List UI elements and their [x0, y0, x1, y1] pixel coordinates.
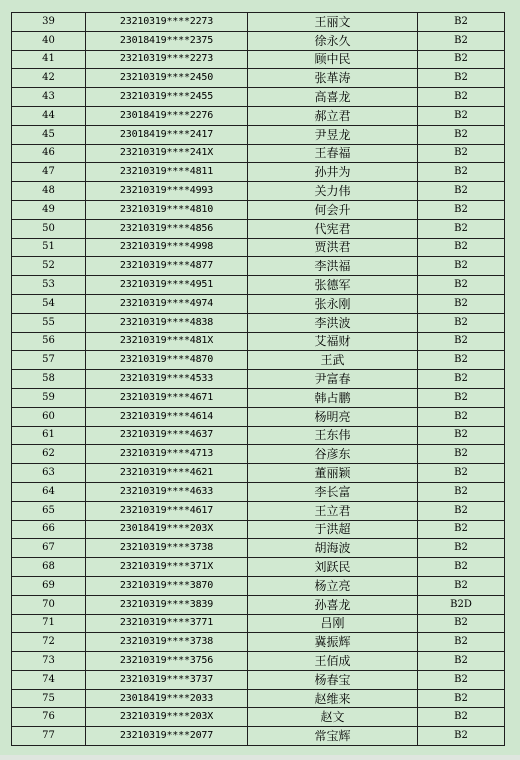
- license-class-cell[interactable]: B2: [418, 276, 505, 295]
- license-class-cell[interactable]: B2: [418, 633, 505, 652]
- name-cell[interactable]: 冀振辉: [248, 633, 418, 652]
- id-number-cell[interactable]: 23210319****4671: [86, 388, 248, 407]
- row-number-cell[interactable]: 47: [12, 163, 86, 182]
- table-row: [12, 50, 505, 69]
- license-class-cell[interactable]: B2: [418, 163, 505, 182]
- name-cell[interactable]: 王立君: [248, 501, 418, 520]
- id-number-cell[interactable]: 23210319****4877: [86, 257, 248, 276]
- row-number-cell[interactable]: 49: [12, 200, 86, 219]
- name-cell[interactable]: 郝立君: [248, 106, 418, 125]
- license-class-cell[interactable]: B2: [418, 727, 505, 746]
- license-class-cell[interactable]: B2: [418, 464, 505, 483]
- id-number-cell[interactable]: 23210319****4637: [86, 426, 248, 445]
- id-number-cell[interactable]: 23210319****3738: [86, 539, 248, 558]
- license-class-cell[interactable]: B2: [418, 31, 505, 50]
- id-number-cell[interactable]: 23210319****4533: [86, 370, 248, 389]
- row-number-cell[interactable]: 39: [12, 13, 86, 32]
- row-number-cell[interactable]: 46: [12, 144, 86, 163]
- name-cell[interactable]: 艾福财: [248, 332, 418, 351]
- license-class-cell[interactable]: B2: [418, 69, 505, 88]
- id-number-cell[interactable]: 23210319****3737: [86, 670, 248, 689]
- bottom-edge: [0, 755, 520, 760]
- license-class-cell[interactable]: B2: [418, 652, 505, 671]
- row-number-cell[interactable]: 55: [12, 313, 86, 332]
- row-number-cell[interactable]: 68: [12, 558, 86, 577]
- license-class-cell[interactable]: B2: [418, 144, 505, 163]
- table-row: [12, 313, 505, 332]
- table-row: [12, 351, 505, 370]
- row-number-cell[interactable]: 77: [12, 727, 86, 746]
- table-row: [12, 370, 505, 389]
- id-number-cell[interactable]: 23210319****4811: [86, 163, 248, 182]
- table-row: [12, 257, 505, 276]
- table-row: [12, 388, 505, 407]
- license-class-cell[interactable]: B2: [418, 689, 505, 708]
- name-cell[interactable]: 李洪福: [248, 257, 418, 276]
- row-number-cell[interactable]: 76: [12, 708, 86, 727]
- table-row: [12, 633, 505, 652]
- name-cell[interactable]: 代宪君: [248, 219, 418, 238]
- id-number-cell[interactable]: 23018419****2276: [86, 106, 248, 125]
- id-number-cell[interactable]: 23210319****3756: [86, 652, 248, 671]
- id-number-cell[interactable]: 23210319****203X: [86, 708, 248, 727]
- name-cell[interactable]: 李长富: [248, 482, 418, 501]
- name-cell[interactable]: 王丽文: [248, 13, 418, 32]
- table-row: [12, 689, 505, 708]
- id-number-cell[interactable]: 23210319****4998: [86, 238, 248, 257]
- table-row: [12, 200, 505, 219]
- id-number-cell[interactable]: 23210319****4614: [86, 407, 248, 426]
- name-cell[interactable]: 胡海波: [248, 539, 418, 558]
- id-number-cell[interactable]: 23210319****4810: [86, 200, 248, 219]
- license-class-cell[interactable]: B2: [418, 313, 505, 332]
- table-row: [12, 238, 505, 257]
- table-row: [12, 426, 505, 445]
- row-number-cell[interactable]: 51: [12, 238, 86, 257]
- license-class-cell[interactable]: B2: [418, 558, 505, 577]
- row-number-cell[interactable]: 65: [12, 501, 86, 520]
- row-number-cell[interactable]: 44: [12, 106, 86, 125]
- license-class-cell[interactable]: B2: [418, 125, 505, 144]
- name-cell[interactable]: 张永刚: [248, 294, 418, 313]
- table-row: [12, 144, 505, 163]
- license-class-cell[interactable]: B2: [418, 332, 505, 351]
- id-number-cell[interactable]: 23210319****3870: [86, 576, 248, 595]
- name-cell[interactable]: 尹昱龙: [248, 125, 418, 144]
- license-class-cell[interactable]: B2: [418, 50, 505, 69]
- name-cell[interactable]: 顾中民: [248, 50, 418, 69]
- row-number-cell[interactable]: 58: [12, 370, 86, 389]
- name-cell[interactable]: 王武: [248, 351, 418, 370]
- table-row: [12, 88, 505, 107]
- table-row: [12, 614, 505, 633]
- name-cell[interactable]: 孙喜龙: [248, 595, 418, 614]
- id-number-cell[interactable]: 23210319****2450: [86, 69, 248, 88]
- row-number-cell[interactable]: 48: [12, 182, 86, 201]
- table-row: [12, 106, 505, 125]
- table-row: [12, 13, 505, 32]
- name-cell[interactable]: 赵文: [248, 708, 418, 727]
- id-number-cell[interactable]: 23210319****4974: [86, 294, 248, 313]
- id-number-cell[interactable]: 23210319****4993: [86, 182, 248, 201]
- id-number-cell[interactable]: 23210319****4617: [86, 501, 248, 520]
- id-number-cell[interactable]: 23210319****4838: [86, 313, 248, 332]
- id-number-cell[interactable]: 23210319****2273: [86, 13, 248, 32]
- row-number-cell[interactable]: 61: [12, 426, 86, 445]
- id-number-cell[interactable]: 23210319****481X: [86, 332, 248, 351]
- row-number-cell[interactable]: 41: [12, 50, 86, 69]
- license-class-cell[interactable]: B2: [418, 106, 505, 125]
- roster-table: [11, 12, 505, 746]
- license-class-cell[interactable]: B2: [418, 200, 505, 219]
- name-cell[interactable]: 王春福: [248, 144, 418, 163]
- table-row: [12, 125, 505, 144]
- license-class-cell[interactable]: B2: [418, 614, 505, 633]
- license-class-cell[interactable]: B2: [418, 370, 505, 389]
- name-cell[interactable]: 于洪超: [248, 520, 418, 539]
- table-row: [12, 595, 505, 614]
- id-number-cell[interactable]: 23210319****3839: [86, 595, 248, 614]
- name-cell[interactable]: 刘跃民: [248, 558, 418, 577]
- id-number-cell[interactable]: 23210319****4870: [86, 351, 248, 370]
- table-row: [12, 276, 505, 295]
- name-cell[interactable]: 关力伟: [248, 182, 418, 201]
- name-cell[interactable]: 杨立亮: [248, 576, 418, 595]
- id-number-cell[interactable]: 23210319****3771: [86, 614, 248, 633]
- table-row: [12, 482, 505, 501]
- name-cell[interactable]: 韩占鹏: [248, 388, 418, 407]
- row-number-cell[interactable]: 60: [12, 407, 86, 426]
- license-class-cell[interactable]: B2: [418, 426, 505, 445]
- license-class-cell[interactable]: B2: [418, 482, 505, 501]
- row-number-cell[interactable]: 43: [12, 88, 86, 107]
- license-class-cell[interactable]: B2: [418, 182, 505, 201]
- id-number-cell[interactable]: 23210319****4856: [86, 219, 248, 238]
- license-class-cell[interactable]: B2: [418, 501, 505, 520]
- table-row: [12, 576, 505, 595]
- id-number-cell[interactable]: 23210319****2077: [86, 727, 248, 746]
- id-number-cell[interactable]: 23210319****371X: [86, 558, 248, 577]
- name-cell[interactable]: 王东伟: [248, 426, 418, 445]
- license-class-cell[interactable]: B2: [418, 238, 505, 257]
- table-row: [12, 182, 505, 201]
- row-number-cell[interactable]: 53: [12, 276, 86, 295]
- roster-table-body: [12, 13, 505, 746]
- id-number-cell[interactable]: 23210319****4951: [86, 276, 248, 295]
- row-number-cell[interactable]: 56: [12, 332, 86, 351]
- table-row: [12, 727, 505, 746]
- id-number-cell[interactable]: 23210319****4713: [86, 445, 248, 464]
- table-row: [12, 219, 505, 238]
- license-class-cell[interactable]: B2D: [418, 595, 505, 614]
- license-class-cell[interactable]: B2: [418, 257, 505, 276]
- row-number-cell[interactable]: 40: [12, 31, 86, 50]
- row-number-cell[interactable]: 64: [12, 482, 86, 501]
- row-number-cell[interactable]: 75: [12, 689, 86, 708]
- id-number-cell[interactable]: 23018419****2417: [86, 125, 248, 144]
- name-cell[interactable]: 王佰成: [248, 652, 418, 671]
- name-cell[interactable]: 何会升: [248, 200, 418, 219]
- id-number-cell[interactable]: 23018419****203X: [86, 520, 248, 539]
- row-number-cell[interactable]: 66: [12, 520, 86, 539]
- table-row: [12, 539, 505, 558]
- row-number-cell[interactable]: 50: [12, 219, 86, 238]
- table-row: [12, 520, 505, 539]
- table-row: [12, 445, 505, 464]
- row-number-cell[interactable]: 69: [12, 576, 86, 595]
- name-cell[interactable]: 徐永久: [248, 31, 418, 50]
- name-cell[interactable]: 常宝辉: [248, 727, 418, 746]
- id-number-cell[interactable]: 23210319****2455: [86, 88, 248, 107]
- row-number-cell[interactable]: 72: [12, 633, 86, 652]
- row-number-cell[interactable]: 57: [12, 351, 86, 370]
- license-class-cell[interactable]: B2: [418, 294, 505, 313]
- table-row: [12, 294, 505, 313]
- table-row: [12, 407, 505, 426]
- table-row: [12, 31, 505, 50]
- id-number-cell[interactable]: 23210319****3738: [86, 633, 248, 652]
- row-number-cell[interactable]: 71: [12, 614, 86, 633]
- license-class-cell[interactable]: B2: [418, 576, 505, 595]
- license-class-cell[interactable]: B2: [418, 670, 505, 689]
- license-class-cell[interactable]: B2: [418, 88, 505, 107]
- id-number-cell[interactable]: 23210319****2273: [86, 50, 248, 69]
- name-cell[interactable]: 李洪波: [248, 313, 418, 332]
- row-number-cell[interactable]: 59: [12, 388, 86, 407]
- name-cell[interactable]: 杨明亮: [248, 407, 418, 426]
- table-row: [12, 332, 505, 351]
- name-cell[interactable]: 尹富春: [248, 370, 418, 389]
- row-number-cell[interactable]: 62: [12, 445, 86, 464]
- license-class-cell[interactable]: B2: [418, 388, 505, 407]
- row-number-cell[interactable]: 45: [12, 125, 86, 144]
- table-row: [12, 558, 505, 577]
- name-cell[interactable]: 杨春宝: [248, 670, 418, 689]
- id-number-cell[interactable]: 23210319****241X: [86, 144, 248, 163]
- name-cell[interactable]: 高喜龙: [248, 88, 418, 107]
- name-cell[interactable]: 董丽颖: [248, 464, 418, 483]
- id-number-cell[interactable]: 23210319****4621: [86, 464, 248, 483]
- table-row: [12, 652, 505, 671]
- row-number-cell[interactable]: 74: [12, 670, 86, 689]
- license-class-cell[interactable]: B2: [418, 351, 505, 370]
- id-number-cell[interactable]: 23018419****2375: [86, 31, 248, 50]
- name-cell[interactable]: 贾洪君: [248, 238, 418, 257]
- license-class-cell[interactable]: B2: [418, 708, 505, 727]
- name-cell[interactable]: 孙井为: [248, 163, 418, 182]
- table-row: [12, 464, 505, 483]
- row-number-cell[interactable]: 73: [12, 652, 86, 671]
- name-cell[interactable]: 吕刚: [248, 614, 418, 633]
- row-number-cell[interactable]: 52: [12, 257, 86, 276]
- row-number-cell[interactable]: 54: [12, 294, 86, 313]
- name-cell[interactable]: 谷彦东: [248, 445, 418, 464]
- table-row: [12, 670, 505, 689]
- license-class-cell[interactable]: B2: [418, 520, 505, 539]
- row-number-cell[interactable]: 67: [12, 539, 86, 558]
- license-class-cell[interactable]: B2: [418, 407, 505, 426]
- table-row: [12, 501, 505, 520]
- row-number-cell[interactable]: 42: [12, 69, 86, 88]
- table-row: [12, 708, 505, 727]
- row-number-cell[interactable]: 63: [12, 464, 86, 483]
- license-class-cell[interactable]: B2: [418, 445, 505, 464]
- license-class-cell[interactable]: B2: [418, 219, 505, 238]
- table-row: [12, 69, 505, 88]
- license-class-cell[interactable]: B2: [418, 539, 505, 558]
- row-number-cell[interactable]: 70: [12, 595, 86, 614]
- id-number-cell[interactable]: 23018419****2033: [86, 689, 248, 708]
- id-number-cell[interactable]: 23210319****4633: [86, 482, 248, 501]
- name-cell[interactable]: 张革涛: [248, 69, 418, 88]
- license-class-cell[interactable]: B2: [418, 13, 505, 32]
- name-cell[interactable]: 张德军: [248, 276, 418, 295]
- table-row: [12, 163, 505, 182]
- name-cell[interactable]: 赵维来: [248, 689, 418, 708]
